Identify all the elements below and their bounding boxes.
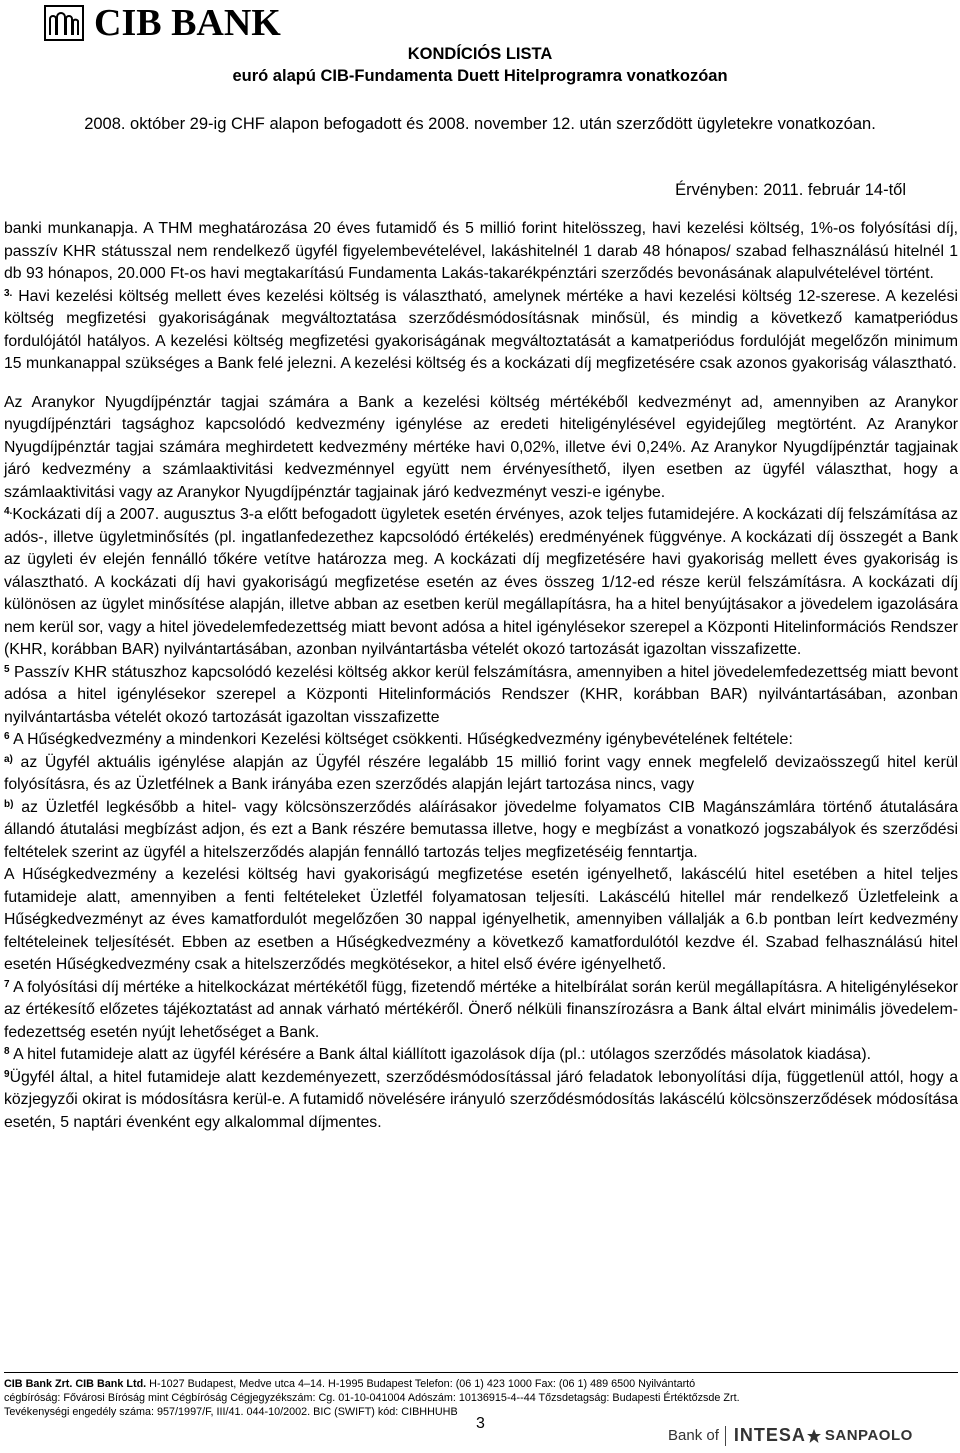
- footer-divider: [4, 1372, 958, 1373]
- footnote-mark: 9: [4, 1068, 10, 1080]
- footnote-6c: A Hűségkedvezmény a kezelési költség havi gyakoriságú megfizetése esetén igényelhető, lakáscélú hitel esetében a hitel teljes futamideje alatt, amennyiben a fenti feltételeket Üzletfél folyamatosan teljesíti. Lakáscélú hitellel már rendelkező Üzletfeleink a Hűségkedvezményt az éves kamatfordulót megelőzően 30 nappal igényelhetik, amennyiben vállalják a 6.b pontban leírt kedvezmény feltételeinek teljesítését. Ebben az esetben a Hűségkedvezmény a következő kamatfordulótól kezdve él. Szabad felhasználású hitel esetén Hűségkedvezmény csak a hitelszerződés megkötésekor, a hitel első évére igényelhető.: [4, 866, 958, 973]
- intesa-sanpaolo-logo: [668, 1425, 913, 1446]
- footnote-mark: 8: [4, 1046, 10, 1057]
- footnote-mark: 6: [4, 731, 10, 742]
- footnotes-body: [4, 218, 958, 1134]
- footnote-7: $^7$ A folyósítási díj mértéke a hitelkockázat mértékétől függ, fizetendő mértéke a hitelbírálat során kerül megállapításra. A hiteligénylésekor az értékesítő előzetes tájékoztatást ad annak várható mértékéről. Önerő nélküli finanszírozásra a Bank által elvárt minimális jövedelem-fedezettség esetén nyújt lehetőséget a Bank.: [4, 978, 958, 1041]
- footnote-9: $^9$Ügyfél által, a hitel futamideje alatt kezdeményezett, szerződésmódosítással járó feladatok lebonyolítási díja, függetlenül attól, hogy a közjegyzői okirat is módosításra kerül-e. A futamidő növelésére irányuló szerződésmódosítás lakáscélú kölcsönszerződések módosítása esetén, 5 naptári évenként egy alkalommal díjmentes.: [4, 1068, 958, 1131]
- logo-separator: [725, 1426, 726, 1446]
- intesa-label: INTESA: [733, 1425, 806, 1445]
- footnote-mark: 3.: [4, 287, 13, 299]
- document-title: KONDÍCIÓS LISTA: [407, 45, 553, 63]
- footnote-6: $^6$ A Hűségkedvezmény a mindenkori Kezelési költséget csökkenti. Hűségkedvezmény igénybevételének feltétele:: [4, 731, 793, 748]
- document-subtitle: euró alapú CIB-Fundamenta Duett Hitelprogramra vonatkozóan: [232, 67, 728, 85]
- page-footer: [4, 1372, 958, 1419]
- footnote-4: $^{4.}$Kockázati díj a 2007. augusztus 3-a előtt befogadott ügyletek esetén érvényes, azok teljes futamidejére. A kockázati díj felszámítása az adós-, illetve ügyletminősítés (pl. ingatlanfedezethez kapcsolódó értékelés) eredményének függvénye. A kockázati díj összegét a Bank az ügyleti év elején fennálló tőkére vetítve határozza meg. A kockázati díj megfizetésére havi gyakoriság mellett éves gyakoriság is választható. A kockázati díj havi gyakoriságú megfizetése esetén az éves összeg 1/12-ed része kerül felszámításra. A kockázati díj különösen az ügylet minősítése alapján, illetve abban az esetben kerül megállapításra, ha a hitel benyújtásakor a jövedelem igazolására nem kerül sor, vagy a hitel jövedelemfedezettség miatt bevont adósa a hitel igénylésekor szerepel a Központi Hitelinformációs Rendszer (KHR, korábban BAR) nyilvántartásában, azonban nyilvántartásba vételét okozó tartozását igazoltan visszafizette.: [4, 506, 958, 658]
- footnote-mark: 7: [4, 978, 10, 990]
- paragraph-aranykor: Az Aranykor Nyugdíjpénztár tagjai számára a Bank a kezelési költség mértékéből kedvezményt ad, amennyiben az Aranykor nyugdíjpénztári tagsághoz kapcsolódó kedvezmény igénylése az eredeti hiteligénylésével egyidejűleg megtörtént. Az Aranykor Nyugdíjpénztár tagjai számára meghirdetett kedvezmény mértéke havi 0,02%, illetve évi 0,24%. Az Aranykor Nyugdíjpénztár tagjainak járó kedvezmény a számlaaktivitási kedvezménnyel együtt nem érvényesíthető, ilyen esetben az ügyfél választhat, hogy a számlaaktivitási vagy az Aranykor Nyugdíjpénztár tagjainak járó kedvezményt veszi-e igénybe.: [4, 393, 958, 501]
- page-number: 3: [476, 1415, 485, 1432]
- footnote-5: $^5$ Passzív KHR státuszhoz kapcsolódó kezelési költség akkor kerül felszámításra, amennyiben a hitel jövedelemfedezettség miatt bevont adósa a hitel igénylésekor szerepel a Központi Hitelinformációs Rendszer (KHR, korábban BAR) nyilvántartásában, azonban nyilvántartásba vételét okozó tartozását igazoltan visszafizette: [4, 663, 959, 726]
- logo-text: CIB BANK: [94, 2, 281, 44]
- paragraph-thm: banki munkanapja. A THM meghatározása 20 éves futamidő és 5 millió forint hitelösszeg, havi kezelési költség, 1%-os folyósítási díj, passzív KHR státusszal nem rendelkező ügyfél figyelembevételével, lakáshitelnél 1 darab 48 hónapos/ szabad felhasználású hitelnél 1 db 93 hónapos, 20.000 Ft-os havi megtakarítású Fundamenta Lakás-takarékpénztári szerződés bevonásának alapulvételével történt.: [4, 220, 958, 282]
- footer-line-1: CIB Bank Zrt. CIB Bank Ltd. H-1027 Budapest, Medve utca 4–14. H-1995 Budapest Telefon: (06 1) 423 1000 Fax: (06 1) 489 6500 Nyilvántartó: [4, 1378, 696, 1390]
- footnote-6b: $^{b)}$ az Üzletfél legkésőbb a hitel- vagy kölcsönszerződés aláírásakor jövedelme folyamatos CIB Magánszámlára történő átutalására állandó átutalási megbízást adjon, és ezt a Bank részére bemutassa illetve, hogy e megbízást a vonatkozó jogszabályok és szerződési feltételek szerint az ügyfél a hitelszerződés alapján fennálló tartozás teljes megfizetéséig fenntartja.: [4, 798, 958, 861]
- footnote-8: $^8$ A hitel futamideje alatt az ügyfél kérésére a Bank által kiállított igazolások díja (pl.: utólagos szerződés másolatok kiadása).: [4, 1046, 871, 1063]
- sanpaolo-label: SANPAOLO: [824, 1427, 913, 1444]
- footnote-mark: a): [4, 753, 13, 765]
- date-line: 2008. október 29-ig CHF alapon befogadott és 2008. november 12. után szerződött ügyletekre vonatkozóan.: [84, 115, 876, 133]
- footnote-3: $^{3.}$ Havi kezelési költség mellett éves kezelési költség is választható, amelynek mértéke a havi kezelési költség 12-szerese. A kezelési költség megfizetési gyakoriságának megváltoztatása szerződésmódosításnak minősül, és mindig a következő kamatperiódus fordulójától hatályos. A kezelési költség megfizetési gyakoriságának megváltoztatását a kamatperiódus fordulóját megelőzőn minimum 15 munkanappal szükséges a Bank felé jelezni. A kezelési költség és a kockázati díj megfizetésére csak azonos gyakoriság választható.: [4, 287, 958, 372]
- footer-line-3: Tevékenységi engedély száma: 957/1997/F, III/41. 044-10/2002. BIC (SWIFT) kód: CIBHHUHB: [4, 1406, 458, 1418]
- sanpaolo-star-icon: [806, 1428, 822, 1444]
- bank-of-label: Bank of: [668, 1427, 719, 1444]
- cib-logo: [44, 3, 281, 43]
- footnote-mark: b): [4, 798, 14, 810]
- valid-from: Érvényben: 2011. február 14-től: [675, 181, 906, 199]
- footnote-mark: 5: [4, 663, 10, 675]
- footnote-mark: 4.: [4, 506, 13, 517]
- footer-line-2: cégbíróság: Fővárosi Bíróság mint Cégbíróság Cégjegyzékszám: Cg. 01-10-041004 Adószám: 10136915-4--44 Tőzsdetagság: Budapesti Értéktőzsde Zrt.: [4, 1392, 740, 1404]
- cib-bank-emblem-icon: [44, 5, 84, 41]
- footnote-6a: $^{a)}$ az Ügyfél aktuális igénylése alapján az Ügyfél részére legalább 15 millió forint vagy ennek megfelelő devizaösszegű hitel kerül folyósításra, és az Üzletfélnek a Bank irányába ezen szerződés alapján lejárt tartozása nincs, vagy: [4, 753, 958, 793]
